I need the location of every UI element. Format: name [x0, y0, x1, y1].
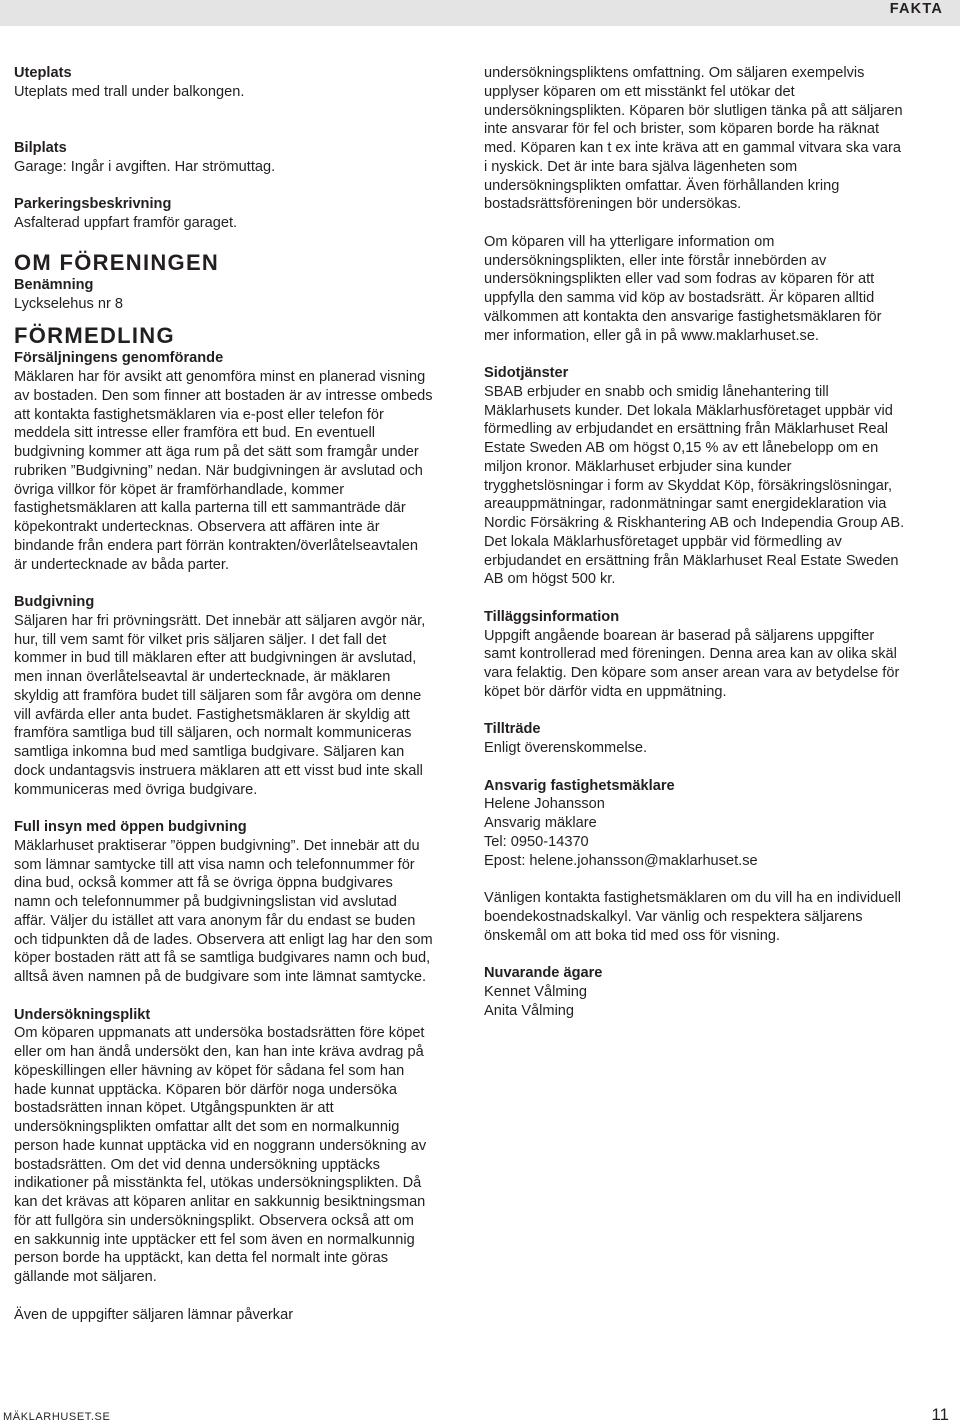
text-line: hade kunnat upptäcka. Köparen bör därför noga undersöka	[14, 1081, 397, 1098]
text-line: som lämnar samtycke till att visa namn och telefonnummer för	[14, 856, 415, 873]
sidotjanster-title: Sidotjänster	[484, 365, 569, 381]
text-line: Mäklaren har för avsikt att genomföra minst en planerad visning	[14, 369, 426, 385]
text-line: bostadsrätten innan köpet. Utgångspunkten är att	[14, 1100, 334, 1117]
tillagg-body	[484, 627, 930, 702]
text-line: indikationer på misstänkta fel, utökas undersökningsplikten. Då	[14, 1175, 422, 1192]
text-line: boendekostnadskalkyl. Var vänlig och respektera säljarens	[484, 908, 863, 925]
text-line: bostadsrättsföreningen bör undersökas.	[484, 196, 742, 213]
budgivning-body	[14, 612, 454, 800]
text-line: affär. Väljer du istället att vara anonym får du endast se buden	[14, 912, 416, 929]
text-line: är undertecknade av båda parter.	[14, 556, 230, 573]
text-line: vill avfärda eller anta budet. Fastighetsmäklaren är skyldig att	[14, 706, 410, 723]
maklare-phone[interactable]: Tel: 0950-14370	[484, 833, 589, 850]
text-line: gällande mot säljaren.	[14, 1269, 157, 1285]
text-line: budgivning kommer att äga rum på det sätt som framgår under	[14, 444, 419, 460]
text-line: person borde ha upptäckt, kan detta fel normalt inte göras	[14, 1250, 388, 1267]
parkering-title: Parkeringsbeskrivning	[14, 196, 172, 213]
text-line: areauppmätningar, radonmätningar samt energideklaration via	[484, 496, 887, 513]
text-line: att kontakta fastighetsmäklaren via e-post eller telefon för	[14, 406, 384, 423]
maklare-name: Helene Johansson	[484, 796, 605, 813]
text-line: Estate Sweden AB om högst 0,15 % av ett lånebelopp om en	[484, 440, 879, 456]
text-line: dock undantagsvis instruera mäklaren att ett visst bud inte skall	[14, 762, 423, 779]
text-line: undersökningsplikten, eller inte förstår innebörden av	[484, 252, 827, 269]
benamning-title: Benämning	[14, 276, 94, 293]
text-line: köper bostaden rätt att få se samtliga budgivares namn och bud,	[14, 950, 431, 967]
text-line: förmedling av erbjudandet en ersättning från Mäklarhuset Real	[484, 421, 888, 438]
benamning-text: Lyckselehus nr 8	[14, 295, 123, 312]
right-column	[484, 64, 930, 1020]
maklare-email[interactable]: Epost: helene.johansson@maklarhuset.se	[484, 852, 758, 869]
text-line: undersökningsplikten omfattar. Även förhållanden kring	[484, 177, 840, 194]
info-body	[484, 233, 930, 346]
text-line: välkommen att kontakta den ansvarige fastighetsmäklaren för	[484, 308, 882, 325]
text-line: miljon kronor. Mäklarhuset erbjuder sina kunder	[484, 458, 792, 475]
text-line: SBAB erbjuder en snabb och smidig lånehantering till	[484, 383, 829, 400]
text-line: undersökningsplikten eller vad som fodras av köparen för att	[484, 271, 875, 288]
text-line: undersökningsplikten omfattar allt det som en normalkunnig	[14, 1119, 400, 1135]
undersokningsplikt-title: Undersökningsplikt	[14, 1006, 151, 1023]
text-line: Nordic Försäkring & Riskhantering AB och Independia Group AB.	[484, 515, 905, 531]
text-line: köpeskillingen eller hävning av köpet för sådana fel som han	[14, 1062, 405, 1079]
text-line: meddela sitt intresse eller framföra ett bud. En eventuell	[14, 425, 375, 442]
text-line: köpekontrakt undertecknas. Observera att affären inte är	[14, 519, 380, 535]
tillagg-title: Tilläggsinformation	[484, 608, 620, 625]
text-line: uppfylla den samma vid köp av bostadsrätt. Är köparen alltid	[484, 290, 875, 306]
uteplats-title: Uteplats	[14, 65, 72, 81]
text-line: undersökningspliktens omfattning. Om säljaren exempelvis	[484, 65, 865, 81]
maklare-role: Ansvarig mäklare	[484, 815, 597, 831]
footer-site: MÄKLARHUSET.SE	[3, 1411, 111, 1423]
text-line: Det lokala Mäklarhusföretaget uppbär vid förmedling av	[484, 533, 842, 550]
formedling-body	[14, 368, 454, 574]
text-line: rubriken ”Budgivning” nedan. När budgivningen är avslutad och	[14, 462, 423, 479]
text-line: i nyskick. Det är inte bara själva lägenheten som	[484, 158, 798, 175]
agare-list	[484, 983, 930, 1021]
text-line: skyldig att framföra budet till säljaren som får avgöra om denne	[14, 687, 422, 704]
continued-body	[484, 64, 930, 214]
undersokningsplikt-continuation: Även de uppgifter säljaren lämnar påverkar	[14, 1306, 294, 1323]
text-line: erbjudandet en ersättning från Mäklarhuset Real Estate Sweden	[484, 552, 899, 569]
text-line: bindande från endera part förrän kontrakten/överlåtelseavtalen	[14, 537, 419, 554]
agare-title: Nuvarande ägare	[484, 965, 603, 981]
text-line: Vänligen kontakta fastighetsmäklaren om du vill ha en individuell	[484, 890, 901, 906]
text-line: framföra samtliga bud till säljaren, och normalt kommuniceras	[14, 725, 412, 742]
top-bar	[0, 0, 960, 26]
text-line: hur, till vem samt för vilket pris säljaren säljer. I det fall det	[14, 631, 387, 648]
om-foreningen-heading: OM FÖRENINGEN	[14, 249, 220, 275]
text-line: eller om han ändå undersökt den, kan han inte kräva avdrag på	[14, 1044, 424, 1060]
section-label: FAKTA	[889, 1, 943, 17]
text-line: upplyser köparen om ett misstänkt fel utökar det	[484, 83, 795, 100]
maklare-note	[484, 889, 930, 945]
text-line: för att fullgöra sin undersökningsplikt. Observera också att om	[14, 1212, 414, 1229]
text-line: Om köparen vill ha ytterligare information om	[484, 233, 775, 250]
left-column	[14, 64, 454, 1324]
parkering-text: Asfalterad uppfart framför garaget.	[14, 215, 238, 231]
uteplats-text: Uteplats med trall under balkongen.	[14, 83, 245, 100]
text-line: men innan överlåtelseavtal är undertecknade, är mäklaren	[14, 669, 391, 685]
text-line: Säljaren har fri prövningsrätt. Det innebär att säljaren avgör när,	[14, 612, 426, 629]
text-line: AB om högst 500 kr.	[484, 571, 616, 588]
text-line: fastighetsmäklaren att kalla parterna till ett sammanträde där	[14, 500, 406, 517]
text-line: trygghetslösningar i form av Skyddat Köp, försäkringslösningar,	[484, 477, 893, 494]
text-line: mer information, eller gå in på www.maklarhuset.se.	[484, 327, 819, 344]
tilltrade-title: Tillträde	[484, 721, 541, 738]
text-line: alltså även namnen på de budgivare som inte lämnat samtycke.	[14, 969, 427, 985]
full-insyn-title: Full insyn med öppen budgivning	[14, 819, 247, 835]
text-line: en sakkunnig inte upptäcker ett fel som även en normalkunnig	[14, 1231, 415, 1248]
maklare-title: Ansvarig fastighetsmäklare	[484, 777, 675, 794]
text-line: kan det krävas att köparen anlitar en sakkunnig besiktningsman	[14, 1194, 426, 1210]
text-line: önskemål om att boka tid med oss för visning.	[484, 927, 781, 944]
text-line: kommer in bud till mäklaren efter att budgivningen är avslutad,	[14, 650, 417, 667]
full-insyn-body	[14, 837, 454, 987]
text-line: köpet bör därför vidta en uppmätning.	[484, 683, 727, 700]
page-number: 11	[931, 1405, 949, 1424]
sidotjanster-body	[484, 383, 930, 589]
text-line: bostadsrätten. Om det vid denna undersökning upptäcks	[14, 1156, 380, 1173]
text-line: av bostaden. Den som finner att bostaden är av intresse ombeds	[14, 387, 433, 404]
text-line: inte ansvarar för fel och brister, som köparen borde ha räknat	[484, 121, 880, 138]
text-line: samtliga inkomna bud med samtliga budgivare. Säljaren kan	[14, 744, 405, 760]
text-line: vara felaktig. Den köpare som anser arean vara av betydelse för	[484, 665, 900, 681]
text-line: Mäklarhuset praktiserar ”öppen budgivning”. Det innebär att du	[14, 837, 420, 854]
text-line: kommuniceras med övriga budgivare.	[14, 781, 258, 798]
formedling-heading: FÖRMEDLING	[14, 323, 175, 349]
text-line: namn och telefonnummer på budgivningslistan vid avslutad	[14, 894, 397, 910]
undersokningsplikt-body	[14, 1024, 454, 1287]
bilplats-text: Garage: Ingår i avgiften. Har strömuttag.	[14, 158, 276, 175]
text-line: Om köparen uppmanats att undersöka bostadsrätten före köpet	[14, 1025, 425, 1042]
text-line: Uppgift angående boarean är baserad på säljarens uppgifter	[484, 627, 875, 644]
text-line: och tidpunkten då de lades. Observera att enligt lag har den som	[14, 931, 433, 948]
text-line: Mäklarhusets kunder. Det lokala Mäklarhusföretaget uppbär vid	[484, 402, 893, 419]
text-line: övriga villkor för köpet är framförhandlade, kommer	[14, 481, 345, 498]
budgivning-title: Budgivning	[14, 594, 95, 610]
text-line: samt kontrollerad med föreningen. Denna area kan av olika skäl	[484, 646, 897, 663]
text-line: med. Köparen kan t ex inte kräva att en gammal vitvara ska vara	[484, 140, 901, 156]
text-line: dina bud, också kommer att få se övriga öppna budgivares	[14, 875, 393, 892]
text-line: Anita Vålming	[484, 1002, 575, 1019]
text-line: Kennet Vålming	[484, 983, 588, 1000]
formedling-title: Försäljningens genomförande	[14, 350, 224, 367]
text-line: person hade kunnat upptäcka vid en noggrann undersökning av	[14, 1137, 427, 1154]
text-line: undersökningsplikten. Köparen bör slutligen tänka på att säljaren	[484, 102, 903, 119]
tilltrade-text: Enligt överenskommelse.	[484, 740, 648, 756]
bilplats-title: Bilplats	[14, 140, 67, 156]
